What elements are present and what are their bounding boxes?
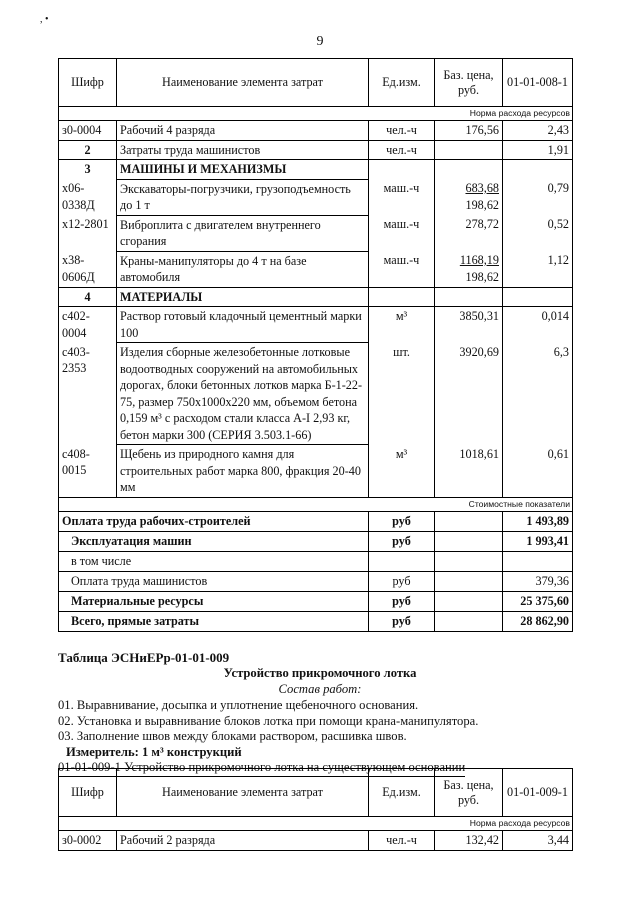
scan-marks: , • — [40, 14, 49, 25]
row-price: 1168,19 198,62 — [435, 251, 503, 287]
resource-table-008 — [58, 58, 573, 632]
total-unit: руб — [369, 531, 435, 551]
table-row — [59, 831, 573, 851]
header-price: Баз. цена, руб. — [435, 769, 503, 817]
section-row — [59, 160, 573, 180]
row-unit: маш.-ч — [369, 215, 435, 251]
total-name: Эксплуатация машин — [59, 531, 369, 551]
row-price: 3920,69 — [435, 343, 503, 445]
header-price: Баз. цена, руб. — [435, 59, 503, 107]
header-name: Наименование элемента затрат — [117, 769, 369, 817]
row-unit: маш.-ч — [369, 251, 435, 287]
total-value: 28 862,90 — [503, 611, 573, 631]
total-unit: руб — [369, 591, 435, 611]
item-label: 01-01-009-1 Устройство прикромочного лотка на существующем основании — [58, 760, 465, 777]
header-unit: Ед.изм. — [369, 769, 435, 817]
row-price: 132,42 — [435, 831, 503, 851]
row-name: Изделия сборные железобетонные лотковые водоотводных сооружений на автомобильных дорогах, блоки бетонных лотков марка Б-1-22-75, размер 750х1000х220 мм, объемом бетона 0,159 м³ с расходом стали класса А-I 2,93 кг, бетон марки 300 (СЕРИЯ 3.503.1-66) — [117, 343, 369, 445]
table-header — [59, 769, 573, 817]
row-name: Затраты труда машинистов — [117, 140, 369, 160]
total-row — [59, 511, 573, 531]
row-code: х06-0338Д — [59, 179, 117, 215]
list-item: 02. Установка и выравнивание блоков лотка при помощи крана-манипулятора. — [58, 713, 479, 728]
total-name: в том числе — [59, 551, 369, 571]
list-item: 03. Заполнение швов между блоками раствором, расшивка швов. — [58, 729, 407, 743]
total-unit: руб — [369, 571, 435, 591]
row-norm: 2,43 — [503, 121, 573, 141]
total-row — [59, 571, 573, 591]
resource-table-009 — [58, 768, 573, 851]
table-row — [59, 179, 573, 215]
norm-label: Норма расхода ресурсов — [59, 107, 573, 121]
norm-label: Норма расхода ресурсов — [59, 817, 573, 831]
row-name: Рабочий 4 разряда — [117, 121, 369, 141]
table-header — [59, 59, 573, 107]
row-code: 3 — [59, 160, 117, 180]
row-norm: 0,79 — [503, 179, 573, 215]
row-name: Краны-манипуляторы до 4 т на базе автомобиля — [117, 251, 369, 287]
row-name: Щебень из природного камня для строительных работ марка 800, фракция 20-40 мм — [117, 445, 369, 498]
row-unit: чел.-ч — [369, 831, 435, 851]
table-row — [59, 343, 573, 445]
row-norm: 1,91 — [503, 140, 573, 160]
header-column-code: 01-01-009-1 — [503, 769, 573, 817]
row-code: х12-2801 — [59, 215, 117, 251]
row-code: х38-0606Д — [59, 251, 117, 287]
row-unit: чел.-ч — [369, 121, 435, 141]
total-value: 1 493,89 — [503, 511, 573, 531]
row-price: 278,72 — [435, 215, 503, 251]
total-name: Оплата труда рабочих-строителей — [59, 511, 369, 531]
total-row — [59, 591, 573, 611]
row-norm: 3,44 — [503, 831, 573, 851]
table-row — [59, 121, 573, 141]
row-code: з0-0004 — [59, 121, 117, 141]
total-value — [503, 551, 573, 571]
section-title: МАШИНЫ И МЕХАНИЗМЫ — [117, 160, 369, 180]
total-unit: руб — [369, 511, 435, 531]
row-name: Раствор готовый кладочный цементный марки 100 — [117, 307, 369, 343]
table-title: Таблица ЭСНиЕРр-01-01-009 — [58, 650, 230, 665]
row-norm: 1,12 — [503, 251, 573, 287]
row-price: 683,68 198,62 — [435, 179, 503, 215]
total-name: Всего, прямые затраты — [59, 611, 369, 631]
total-unit: руб — [369, 611, 435, 631]
header-unit: Ед.изм. — [369, 59, 435, 107]
total-value: 379,36 — [503, 571, 573, 591]
row-norm: 0,014 — [503, 307, 573, 343]
row-unit: м³ — [369, 307, 435, 343]
total-row — [59, 551, 573, 571]
row-unit: чел.-ч — [369, 140, 435, 160]
section-title: Устройство прикромочного лотка — [223, 666, 417, 680]
table-row — [59, 140, 573, 160]
page-number: 9 — [316, 34, 324, 49]
table-row — [59, 445, 573, 498]
table-row — [59, 307, 573, 343]
total-value: 25 375,60 — [503, 591, 573, 611]
meter-label: Измеритель: 1 м³ конструкций — [66, 744, 242, 759]
section-row — [59, 287, 573, 307]
list-item: 01. Выравнивание, досыпка и уплотнение щебеночного основания. — [58, 698, 419, 712]
section-title: МАТЕРИАЛЫ — [117, 287, 369, 307]
row-code: з0-0002 — [59, 831, 117, 851]
row-price — [435, 140, 503, 160]
row-code: с402-0004 — [59, 307, 117, 343]
row-norm: 0,52 — [503, 215, 573, 251]
cost-label: Стоимостные показатели — [59, 497, 573, 511]
header-name: Наименование элемента затрат — [117, 59, 369, 107]
total-name: Материальные ресурсы — [59, 591, 369, 611]
row-name: Виброплита с двигателем внутреннего сгорания — [117, 215, 369, 251]
row-code: 2 — [59, 140, 117, 160]
table-row — [59, 251, 573, 287]
row-unit: шт. — [369, 343, 435, 445]
row-price: 1018,61 — [435, 445, 503, 498]
row-code: с403-2353 — [59, 343, 117, 445]
row-price: 3850,31 — [435, 307, 503, 343]
row-code: с408-0015 — [59, 445, 117, 498]
header-code: Шифр — [59, 59, 117, 107]
row-unit: м³ — [369, 445, 435, 498]
total-name: Оплата труда машинистов — [59, 571, 369, 591]
row-name: Экскаваторы-погрузчики, грузоподъемность до 1 т — [117, 179, 369, 215]
row-norm: 6,3 — [503, 343, 573, 445]
table-row — [59, 215, 573, 251]
total-row — [59, 531, 573, 551]
row-unit: маш.-ч — [369, 179, 435, 215]
total-unit — [369, 551, 435, 571]
row-price: 176,56 — [435, 121, 503, 141]
row-name: Рабочий 2 разряда — [117, 831, 369, 851]
header-column-code: 01-01-008-1 — [503, 59, 573, 107]
section-subtitle: Состав работ: — [278, 682, 362, 696]
total-row — [59, 611, 573, 631]
total-value: 1 993,41 — [503, 531, 573, 551]
row-norm: 0,61 — [503, 445, 573, 498]
step-list — [58, 698, 478, 777]
row-code: 4 — [59, 287, 117, 307]
header-code: Шифр — [59, 769, 117, 817]
